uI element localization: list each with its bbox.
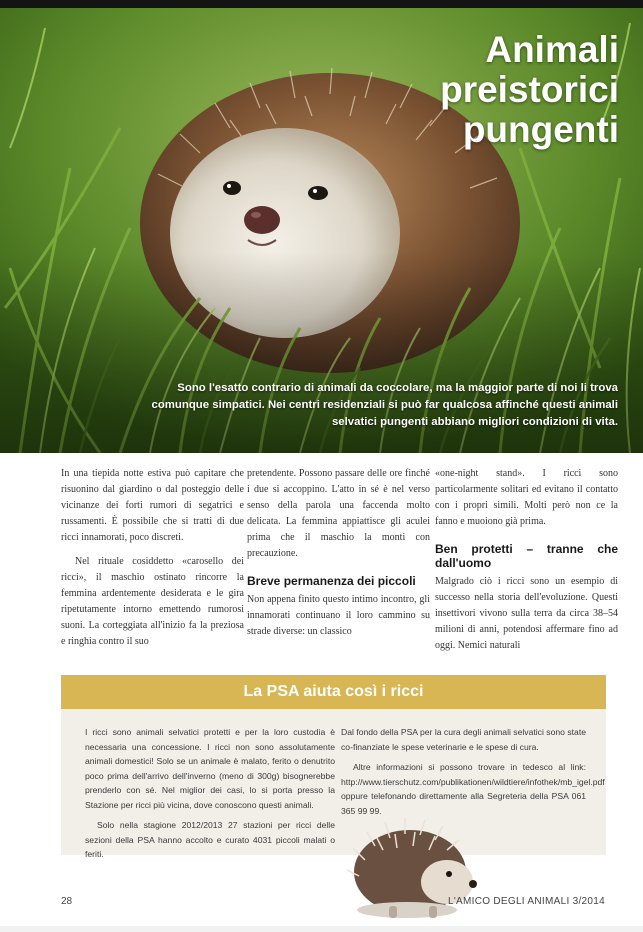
paragraph: «one-night stand». I ricci sono particolarmente solitari ed evitano il contatto con i propri simili. Molti però non ce la fanno e muoiono già prima. — [435, 468, 618, 527]
magazine-issue: L'AMICO DEGLI ANIMALI 3/2014 — [447, 896, 605, 907]
article-column-1 — [61, 466, 244, 650]
title-line-2: preistorici — [440, 69, 619, 110]
page-number: 28 — [61, 896, 73, 907]
paragraph: Solo nella stagione 2012/2013 27 stazioni per ricci delle sezioni della PSA hanno accolto e curato 4031 piccoli malati o feriti. — [85, 820, 335, 859]
paragraph: Nel rituale cosiddetto «carosello dei ricci», il maschio ostinato rincorre la femmina ardentemente desiderata e le gira ripetutamente intorno emettendo rumorosi suoni. La corteggiata all'inizio fa la preziosa e ringhia contro il suo — [61, 556, 244, 647]
title-line-1: Animali — [485, 29, 619, 70]
info-box-column-left — [85, 725, 335, 862]
article-column-3 — [435, 466, 618, 654]
title-line-3: pungenti — [462, 109, 619, 150]
info-box — [61, 675, 606, 859]
subheading: Breve permanenza dei piccoli — [247, 574, 416, 588]
paragraph: Altre informazioni si possono trovare in tedesco al link: http://www.tierschutz.com/publikationen/wildtiere/infothek/mb_igel.pdf oppure telefonando direttamente alla Segreteria della PSA 061 365 99 99. — [341, 762, 605, 816]
article-title — [359, 30, 619, 150]
bottom-rule — [0, 926, 643, 932]
subheading: Ben protetti – tranne che dall'uomo — [435, 542, 618, 570]
paragraph: Non appena finito questo intimo incontro, gli innamorati continuano il loro cammino su strade diverse: un classico — [247, 594, 430, 637]
info-box-column-right — [341, 725, 605, 818]
article-intro: Sono l'esatto contrario di animali da coccolare, ma la maggior parte di noi li trova comunque simpatici. Nei centri residenziali si può far qualcosa affinché questi animali selvatici pungenti abbiano migliori condizioni di vita. — [151, 382, 618, 428]
article-column-2 — [247, 466, 430, 640]
paragraph: Malgrado ciò i ricci sono un esempio di successo nella storia dell'evoluzione. Questi insettivori vivono sulla terra da circa 38–54 milioni di anni, potendosi affermare fino ad oggi. Nemici naturali — [435, 576, 618, 651]
top-rule — [0, 0, 643, 8]
hero-photo — [0, 8, 643, 453]
info-box-title: La PSA aiuta così i ricci — [61, 675, 606, 709]
paragraph: Dal fondo della PSA per la cura degli animali selvatici sono state co-finanziate le spese veterinarie e le spese di cura. — [341, 727, 586, 752]
paragraph: pretendente. Possono passare delle ore finché i due si accoppino. L'atto in sé è nel verso senso della parola una faccenda molto delicata. La femmina appiattisce gli aculei prima che il maschio la monti con precauzione. — [247, 468, 430, 559]
paragraph: In una tiepida notte estiva può capitare che risuonino dal giardino o dal posteggio delle vicinanze dei forti rumori di segatrici e russamenti. È possibile che si tratti di due ricci innamorati, poco discreti. — [61, 468, 244, 543]
paragraph: I ricci sono animali selvatici protetti e per la loro custodia è necessaria una concessione. I ricci non sono assolutamente animali domestici! Solo se un animale è malato, ferito o denutrito poco prima dell'arrivo dell'inverno (meno di 300g) bisognerebbe prenderlo con sé. Nel miglior dei casi, lo si porta presso la Stazione per ricci più vicina, dove conoscono questi animali. — [85, 727, 335, 810]
